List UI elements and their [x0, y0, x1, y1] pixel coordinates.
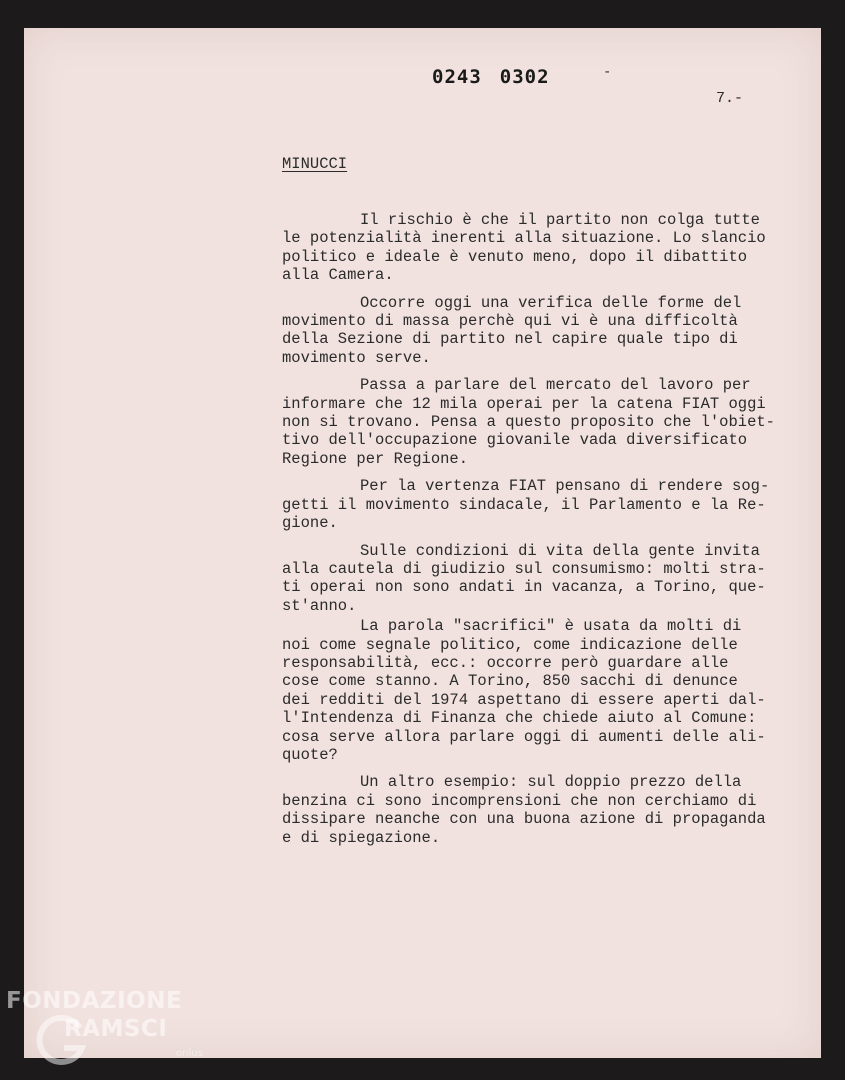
stamp-number-1: 0243	[432, 66, 482, 88]
stamp-tick: -	[603, 64, 612, 80]
page-number: 7.-	[716, 90, 744, 107]
text-line: responsabilità, ecc.: occorre però guardare alle	[282, 653, 729, 672]
text-line: dissipare neanche con una buona azione di propaganda	[282, 810, 766, 829]
paragraph	[282, 542, 802, 616]
text-line: Il rischio è che il partito non colga tutte	[360, 211, 760, 229]
text-line: le potenzialità inerenti alla situazione. Lo slancio	[282, 229, 766, 248]
watermark-line-2: RAMSCI	[64, 1016, 168, 1042]
fondazione-gramsci-watermark	[6, 988, 216, 1078]
stamp-number-2: 0302	[499, 66, 550, 88]
paragraph	[282, 294, 802, 368]
text-line: getti il movimento sindacale, il Parlamento e la Re-	[282, 495, 766, 514]
text-line: Sulle condizioni di vita della gente invita	[360, 541, 760, 560]
paragraph	[282, 477, 802, 532]
paragraph	[282, 211, 802, 285]
text-line: Regione per Regione.	[282, 449, 469, 468]
text-line: alla cautela di giudizio sul consumismo: molti stra-	[282, 559, 766, 578]
text-line: politico e ideale è venuto meno, dopo il dibattito	[282, 247, 748, 266]
text-line: dei redditi del 1974 aspettano di essere aperti dal-	[282, 690, 766, 709]
text-line: st'anno.	[282, 596, 357, 615]
text-line: tivo dell'occupazione giovanile vada diversificato	[282, 431, 748, 450]
text-line: Per la vertenza FIAT pensano di rendere sog-	[360, 477, 770, 496]
text-line: cosa serve allora parlare oggi di aumenti delle ali-	[282, 727, 766, 746]
text-line: Passa a parlare del mercato del lavoro per	[360, 376, 751, 395]
watermark-line-1: FONDAZIONE	[6, 988, 183, 1014]
text-line: movimento di massa perchè qui vi è una difficoltà	[282, 312, 738, 331]
text-line: non si trovano. Pensa a questo proposito che l'obiet-	[282, 413, 775, 432]
archive-stamp-number	[432, 66, 550, 88]
text-line: della Sezione di partito nel capire quale tipo di	[282, 330, 738, 349]
text-line: noi come segnale politico, come indicazione delle	[282, 635, 738, 654]
text-line: gione.	[282, 514, 338, 533]
text-line: e di spiegazione.	[282, 828, 441, 847]
text-line: informare che 12 mila operai per la catena FIAT oggi	[282, 394, 766, 413]
text-line: movimento serve.	[282, 348, 431, 367]
paragraph	[282, 773, 802, 847]
watermark-onlus: onlus	[176, 1048, 203, 1059]
text-line: ti operai non sono andati in vacanza, a Torino, que-	[282, 578, 766, 597]
text-line: alla Camera.	[282, 266, 394, 285]
paragraph	[282, 376, 802, 468]
paragraph	[282, 617, 802, 764]
text-line: benzina ci sono incomprensioni che non cerchiamo di	[282, 791, 757, 810]
text-line: cose come stanno. A Torino, 850 sacchi di denunce	[282, 672, 738, 691]
speaker-heading: MINUCCI	[282, 155, 348, 173]
text-line: La parola "sacrifici" è usata da molti di	[360, 617, 742, 636]
text-line: Occorre oggi una verifica delle forme del	[360, 293, 742, 312]
text-line: quote?	[282, 745, 338, 764]
text-line: Un altro esempio: sul doppio prezzo della	[360, 773, 742, 792]
body-text	[282, 211, 802, 856]
text-line: l'Intendenza di Finanza che chiede aiuto al Comune:	[282, 709, 757, 728]
